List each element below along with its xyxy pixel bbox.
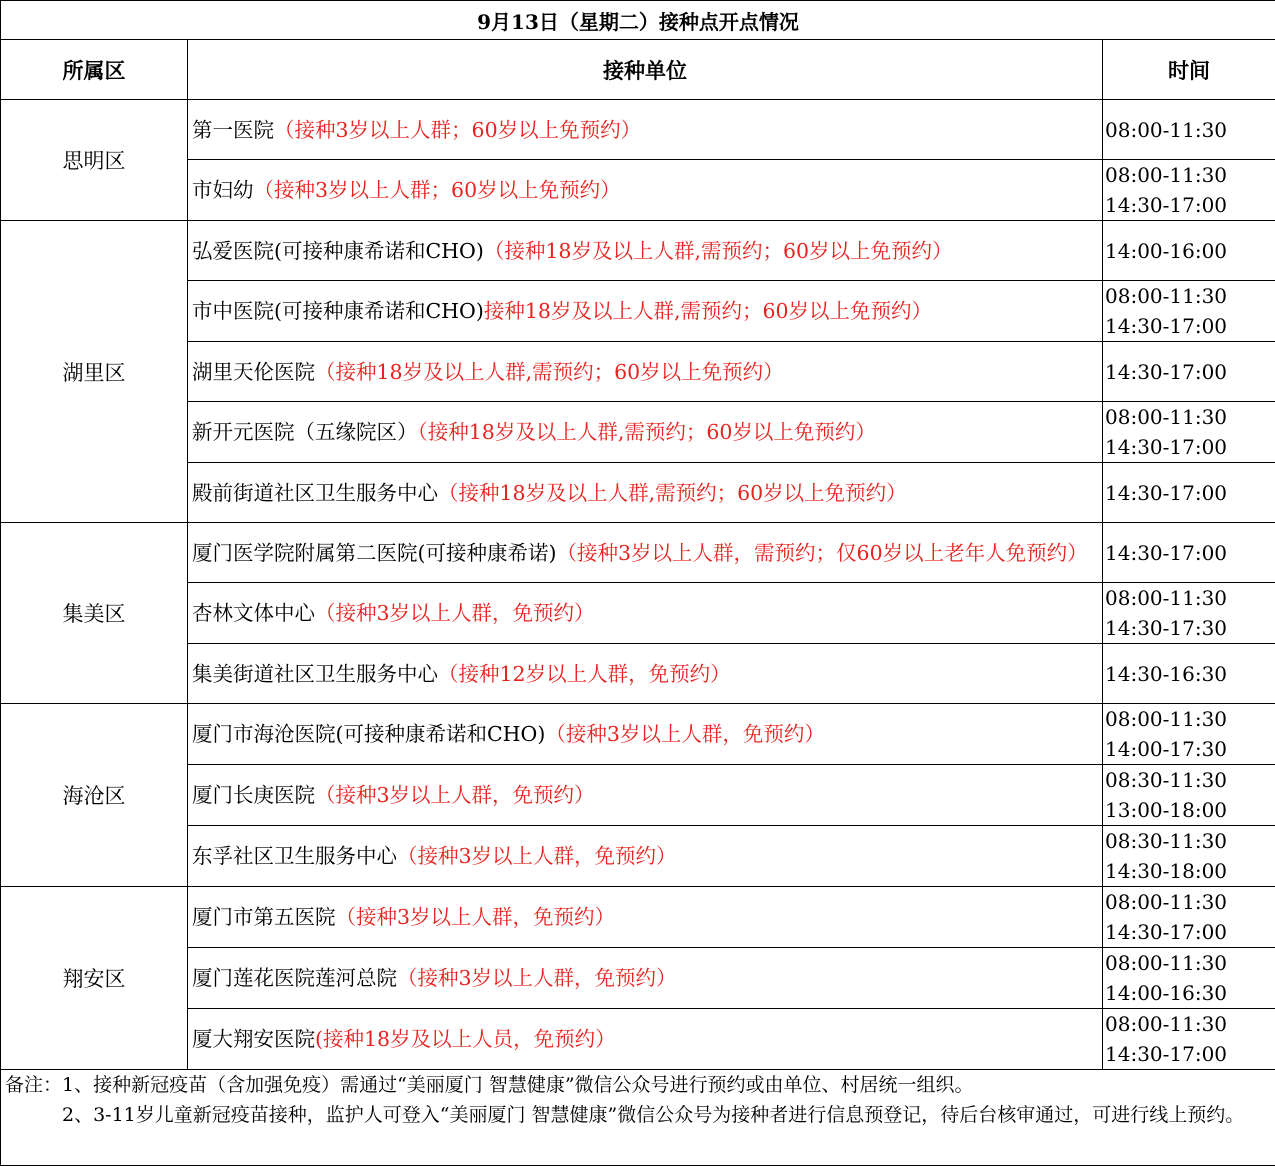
unit-name: 殿前街道社区卫生服务中心 xyxy=(192,481,438,505)
unit-name: 湖里天伦医院 xyxy=(192,360,315,384)
time-cell xyxy=(1103,463,1275,523)
time-range: 08:00-11:30 xyxy=(1105,281,1275,311)
table-row xyxy=(1,281,1275,342)
unit-cell xyxy=(188,342,1103,402)
unit-cell xyxy=(188,402,1103,463)
table-row xyxy=(1,160,1275,221)
unit-cell xyxy=(188,765,1103,826)
unit-note: （接种3岁以上人群，免预约） xyxy=(315,601,595,625)
time-cell xyxy=(1103,100,1275,160)
time-range: 14:30-18:00 xyxy=(1105,856,1275,886)
unit-cell xyxy=(188,160,1103,221)
table-row xyxy=(1,342,1275,402)
time-cell xyxy=(1103,583,1275,644)
table-row xyxy=(1,463,1275,523)
time-range: 08:00-11:30 xyxy=(1105,115,1275,145)
time-range: 14:00-16:00 xyxy=(1105,236,1275,266)
unit-note: （接种3岁以上人群，免预约） xyxy=(397,966,677,990)
unit-name: 厦门医学院附属第二医院(可接种康希诺) xyxy=(192,541,557,565)
time-range: 14:30-17:00 xyxy=(1105,538,1275,568)
time-cell xyxy=(1103,342,1275,402)
unit-cell xyxy=(188,1009,1103,1070)
table-row xyxy=(1,523,1275,583)
unit-cell xyxy=(188,523,1103,583)
unit-name: 弘爱医院(可接种康希诺和CHO) xyxy=(192,239,484,263)
unit-note: （接种18岁及以上人群,需预约；60岁以上免预约） xyxy=(484,239,953,263)
unit-name: 厦门长庚医院 xyxy=(192,783,315,807)
district-cell: 集美区 xyxy=(1,523,188,704)
unit-note: （接种3岁以上人群；60岁以上免预约） xyxy=(274,118,641,142)
unit-cell xyxy=(188,281,1103,342)
time-range: 14:00-16:30 xyxy=(1105,978,1275,1008)
time-range: 14:30-17:00 xyxy=(1105,357,1275,387)
unit-name: 市中医院(可接种康希诺和CHO) xyxy=(192,299,484,323)
unit-note: （接种3岁以上人群，免预约） xyxy=(315,783,595,807)
table-body xyxy=(1,100,1275,1070)
table-row xyxy=(1,765,1275,826)
table-row xyxy=(1,887,1275,948)
unit-note: （接种3岁以上人群，免预约） xyxy=(336,905,616,929)
time-cell xyxy=(1103,221,1275,281)
unit-note: （接种12岁以上人群，免预约） xyxy=(438,662,731,686)
time-cell xyxy=(1103,523,1275,583)
header-unit: 接种单位 xyxy=(188,40,1103,100)
unit-note: （接种3岁以上人群，需预约；仅60岁以上老年人免预约） xyxy=(557,541,1088,565)
table-row xyxy=(1,826,1275,887)
time-range: 08:00-11:30 xyxy=(1105,948,1275,978)
unit-name: 市妇幼 xyxy=(192,178,254,202)
time-range: 14:30-17:00 xyxy=(1105,432,1275,462)
time-range: 08:00-11:30 xyxy=(1105,160,1275,190)
unit-cell xyxy=(188,948,1103,1009)
time-cell xyxy=(1103,1009,1275,1070)
table-row xyxy=(1,100,1275,160)
time-range: 08:00-11:30 xyxy=(1105,402,1275,432)
time-cell xyxy=(1103,644,1275,704)
remark-1: 备注：1、接种新冠疫苗（含加强免疫）需通过“美丽厦门 智慧健康”微信公众号进行预约或由单位、村居统一组织。 xyxy=(5,1070,1275,1100)
header-district: 所属区 xyxy=(1,40,188,100)
time-range: 08:30-11:30 xyxy=(1105,826,1275,856)
page-title: 9月13日（星期二）接种点开点情况 xyxy=(1,1,1275,40)
time-range: 14:30-17:30 xyxy=(1105,613,1275,643)
header-time: 时间 xyxy=(1103,40,1275,100)
unit-cell xyxy=(188,826,1103,887)
unit-name: 东孚社区卫生服务中心 xyxy=(192,844,397,868)
unit-note: (接种18岁及以上人员，免预约） xyxy=(315,1027,616,1051)
time-cell xyxy=(1103,402,1275,463)
unit-cell xyxy=(188,704,1103,765)
district-cell: 海沧区 xyxy=(1,704,188,887)
time-range: 14:30-17:00 xyxy=(1105,1039,1275,1069)
unit-cell xyxy=(188,463,1103,523)
unit-cell xyxy=(188,100,1103,160)
unit-name: 新开元医院（五缘院区） xyxy=(192,420,418,444)
unit-note: 接种18岁及以上人群,需预约；60岁以上免预约） xyxy=(484,299,932,323)
district-cell: 思明区 xyxy=(1,100,188,221)
time-range: 14:30-17:00 xyxy=(1105,311,1275,341)
unit-name: 第一医院 xyxy=(192,118,274,142)
time-range: 14:30-17:00 xyxy=(1105,190,1275,220)
unit-name: 厦门莲花医院莲河总院 xyxy=(192,966,397,990)
time-range: 14:30-16:30 xyxy=(1105,659,1275,689)
time-range: 08:00-11:30 xyxy=(1105,583,1275,613)
time-cell xyxy=(1103,160,1275,221)
unit-cell xyxy=(188,221,1103,281)
unit-note: （接种18岁及以上人群,需预约；60岁以上免预约） xyxy=(418,420,876,444)
table-row xyxy=(1,402,1275,463)
table-row xyxy=(1,704,1275,765)
time-range: 14:30-17:00 xyxy=(1105,478,1275,508)
unit-name: 杏林文体中心 xyxy=(192,601,315,625)
table-row xyxy=(1,583,1275,644)
table-row xyxy=(1,644,1275,704)
time-range: 08:00-11:30 xyxy=(1105,887,1275,917)
district-cell: 湖里区 xyxy=(1,221,188,523)
time-range: 08:30-11:30 xyxy=(1105,765,1275,795)
unit-name: 集美街道社区卫生服务中心 xyxy=(192,662,438,686)
remarks xyxy=(1,1070,1275,1166)
time-cell xyxy=(1103,887,1275,948)
time-cell xyxy=(1103,281,1275,342)
remark-2: 2、3-11岁儿童新冠疫苗接种，监护人可登入“美丽厦门 智慧健康”微信公众号为接种者进行信息预登记，待后台核审通过，可进行线上预约。 xyxy=(5,1100,1275,1130)
unit-name: 厦门市第五医院 xyxy=(192,905,336,929)
table-row xyxy=(1,221,1275,281)
unit-cell xyxy=(188,583,1103,644)
unit-name: 厦大翔安医院 xyxy=(192,1027,315,1051)
table-row xyxy=(1,948,1275,1009)
unit-cell xyxy=(188,887,1103,948)
table-row xyxy=(1,1009,1275,1070)
time-cell xyxy=(1103,826,1275,887)
time-range: 08:00-11:30 xyxy=(1105,1009,1275,1039)
unit-note: （接种18岁及以上人群,需预约；60岁以上免预约） xyxy=(315,360,784,384)
time-range: 14:30-17:00 xyxy=(1105,917,1275,947)
unit-cell xyxy=(188,644,1103,704)
time-cell xyxy=(1103,704,1275,765)
unit-note: （接种3岁以上人群；60岁以上免预约） xyxy=(254,178,621,202)
time-cell xyxy=(1103,948,1275,1009)
time-range: 08:00-11:30 xyxy=(1105,704,1275,734)
unit-name: 厦门市海沧医院(可接种康希诺和CHO) xyxy=(192,722,545,746)
time-range: 13:00-18:00 xyxy=(1105,795,1275,825)
unit-note: （接种18岁及以上人群,需预约；60岁以上免预约） xyxy=(438,481,907,505)
unit-note: （接种3岁以上人群，免预约） xyxy=(545,722,825,746)
time-cell xyxy=(1103,765,1275,826)
unit-note: （接种3岁以上人群，免预约） xyxy=(397,844,677,868)
district-cell: 翔安区 xyxy=(1,887,188,1070)
time-range: 14:00-17:30 xyxy=(1105,734,1275,764)
